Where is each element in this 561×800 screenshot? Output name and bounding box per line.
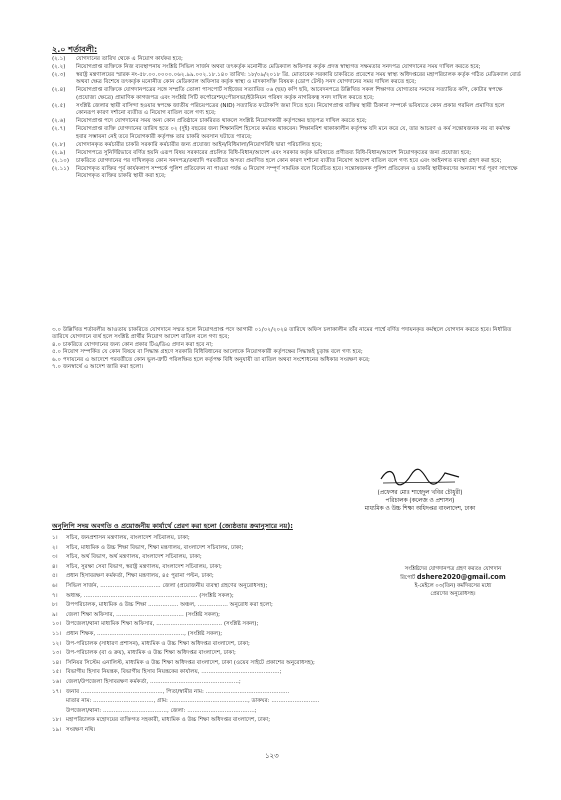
copy-item-number: ১৬। — [52, 678, 62, 685]
copy-item-text: সিভিল সার্জন, .................................. জেলা (প্রয়োজনীয় ব্যবস্থা গ্রহণের অনুরোধসহ); — [66, 582, 268, 589]
copy-item-text: জনাব .............................................., পিতা/স্বামীর নাম: ............................................... — [66, 688, 290, 695]
copy-list-item — [52, 649, 522, 659]
copy-item-text: প্রধান শিক্ষক, ................................................., (সংশ্লিষ্ট সকল); — [66, 630, 223, 637]
condition-item — [52, 126, 522, 141]
side-note-prefix: রিপোর্ট — [400, 575, 416, 581]
copy-list-item — [52, 668, 522, 678]
side-note — [378, 565, 528, 598]
conditions-header: ২.০ শর্তাবলী: — [52, 45, 98, 54]
tail-paragraph: ৭.০ জনস্বার্থে এ আদেশ জারি করা হলো। — [52, 364, 144, 371]
condition-text: নিয়োগপত্রে সুনির্দিষ্টভাবে বর্ণিত হয়নি এরূপ বিষয় সরকারের প্রচলিত বিধি-বিধান/আদেশ এবং সরকার কর্তৃক ভবিষ্যতে প্রণীতব্য বিধি-বিধান/আদেশ নিয়োগকৃতের জন্য প্রযোজ্য হবে; — [76, 149, 472, 156]
copy-item-number: ১০। — [52, 621, 62, 628]
copy-item-number: ৯। — [52, 611, 58, 618]
condition-number: (২.৫) — [52, 102, 66, 109]
copy-item-text: বিভাগীয় হিসাব নিয়ন্ত্রক, বিভাগীয় হিসাব নিয়ন্ত্রকের কার্যালয়, ............................................; — [66, 669, 282, 676]
copy-item-text: অধ্যক্ষ, ................................................................ (সংশ্লিষ্ট সকল); — [66, 592, 234, 599]
condition-text: চাকরিতে যোগদানের পর দাখিলকৃত কোন সনদপত্র/তথ্যাদি পরবর্তীতে অসত্য প্রমাণিত হলে কোন কারণ দর্শানো ব্যতীত নিয়োগ আদেশ বাতিল বলে গণ্য হবে এবং আইনগত ব্যবস্থা গ্রহণ করা হবে; — [76, 157, 502, 164]
condition-item — [52, 72, 522, 87]
copy-list-item — [52, 630, 522, 640]
condition-number: (২.২) — [52, 64, 66, 70]
condition-text: নিয়োগপ্রাপ্ত পদে যোগদানের সময় অন্য কোন প্রতিষ্ঠানে চাকরিরত থাকলে সংশ্লিষ্ট নিয়োগকারী কর্তৃপক্ষের ছাড়পত্র দাখিল করতে হবে; — [76, 118, 367, 125]
tail-paragraphs — [52, 327, 522, 371]
copy-item-text: সচিব, মাধ্যমিক ও উচ্চ শিক্ষা বিভাগ, শিক্ষা মন্ত্রণালয়, বাংলাদেশ সচিবালয়, ঢাকা; — [66, 544, 244, 551]
condition-text: নিয়োগকৃত ব্যক্তির পূর্ব কার্যকলাপ সম্পর্কে পুলিশ প্রতিবেদন না পাওয়া পর্যন্ত এ নিয়োগ সম্পূর্ণ সাময়িক বলে বিবেচিত হবে। সন্তোষজনক পুলিশ প্রতিবেদন ও চাকরি স্থায়ীকরণের অন্যান্য শর্ত পূরণ সাপেক্ষে নিয়োগকৃত ব্যক্তির চাকরি স্থায়ী করা হবে; — [76, 165, 518, 180]
tail-paragraph: ৪.০ চাকরিতে যোগদানের জন্য কোন প্রকার টিএ/ডিএ প্রদান করা হবে না; — [52, 341, 213, 348]
copy-list-item — [52, 688, 522, 698]
signature-block — [340, 465, 500, 513]
copy-item-text: জেলা শিক্ষা অফিসার, ...................................... (সংশ্লিষ্ট সকল); — [66, 611, 221, 618]
side-note-line3: ই-মেইলে ০৩(তিন) কর্মদিবসের মধ্যে — [414, 583, 492, 589]
condition-number: (২.৯) — [52, 149, 66, 156]
copy-item-number: ২। — [52, 544, 58, 551]
copy-heading: অনুলিপি সদয় অবগতি ও প্রয়োজনীয় কার্যার্থে প্রেরণ করা হলো (জ্যেষ্ঠতার ক্রমানুসারে নয়): — [52, 522, 293, 530]
condition-text: যোগদানকৃত কর্মচারীর চাকরি সরকারি কর্মচারীর জন্য প্রযোজ্য আইন/বিধিমালা/নিয়োগবিধি দ্বারা পরিচালিত হবে; — [76, 141, 323, 148]
condition-item — [52, 142, 522, 149]
page-number: ১২৩ — [265, 752, 279, 760]
condition-text: নিয়োগপ্রাপ্ত ব্যক্তিকে নিজ ব্যবস্থাপনায় সংশ্লিষ্ট সিভিল সার্জন অথবা তৎকর্তৃক মনোনীত মেডিক্যাল অফিসার কর্তৃক প্রদত্ত স্বাস্থ্যগত সক্ষমতার সনদপত্র যোগদানের সময় দাখিল করতে হবে; — [76, 64, 481, 70]
copy-list-item — [52, 534, 522, 544]
copy-item-text: সংরক্ষণ নথি। — [66, 726, 96, 733]
copy-item-text: সচিব, অর্থ বিভাগ, অর্থ মন্ত্রণালয়, বাংলাদেশ সচিবালয়, ঢাকা; — [66, 554, 202, 561]
copy-list-item — [52, 553, 522, 563]
copy-item-number: ১৩। — [52, 650, 62, 657]
condition-number: (২.৪) — [52, 87, 66, 94]
copy-item-number: ৭। — [52, 592, 58, 599]
copy-item-number: ৩। — [52, 554, 58, 561]
tail-paragraph: ৫.০ নিয়োগ সম্পর্কিত যে কোন বিষয়ে বা সিদ্ধান্ত গ্রহণে সরকারি বিধিবিধানের আলোকে নিয়োগকারী কর্তৃপক্ষের সিদ্ধান্তই চূড়ান্ত বলে গণ্য হবে; — [52, 349, 363, 356]
condition-item — [52, 64, 522, 71]
condition-number: (২.৭) — [52, 126, 66, 133]
copy-item-text: উপ-পরিচালক (সাধারণ প্রশাসন), মাধ্যমিক ও উচ্চ শিক্ষা অধিদপ্তর বাংলাদেশ, ঢাকা; — [66, 640, 250, 647]
condition-item — [52, 158, 522, 165]
copy-item-number: ১৭। — [52, 688, 62, 695]
copy-item-text: জেলা/উপজেলা হিসাবরক্ষণ কর্মকর্তা, ..................................................; — [66, 678, 241, 685]
copy-item-number: ৬। — [52, 582, 58, 589]
condition-item — [52, 150, 522, 157]
copy-list-item — [52, 678, 522, 688]
signature-title: পরিচালক (কলেজ ও প্রশাসন) — [385, 498, 455, 504]
copy-item-text: সচিব, সুরক্ষা সেবা বিভাগ, স্বরাষ্ট্র মন্ত্রণালয়, বাংলাদেশ সচিবালয়, ঢাকা; — [66, 563, 222, 570]
copy-item-number: ১৫। — [52, 669, 62, 676]
copy-item-number: ১২। — [52, 640, 62, 647]
copy-list-item — [52, 707, 522, 717]
copy-list-item — [52, 640, 522, 650]
copy-item-number: ৮। — [52, 602, 58, 609]
copy-item-text: উপপরিচালক, মাধ্যমিক ও উচ্চ শিক্ষা ................. অঞ্চল, ................. অনুরোধ করা হলো; — [66, 602, 273, 609]
copy-list-item — [52, 659, 522, 669]
copy-item-text: উপ-পরিচালক (বা ও ক্রয়), মাধ্যমিক ও উচ্চ শিক্ষা অধিদপ্তর বাংলাদেশ, ঢাকা; — [66, 650, 236, 657]
copy-item-number: ১৮। — [52, 717, 62, 724]
tail-paragraph: ৬.০ পদায়নের এ আদেশে পরবর্তীতে কোন ভুল-ত্রুটি পরিলক্ষিত হলে কর্তৃপক্ষ বিধি অনুযায়ী তা বাতিল অথবা সংশোধনের অধিকার সংরক্ষণ করে; — [52, 356, 370, 363]
copy-item-text: উপজেলা/থানা: ...................................., জেলা: ......................................; — [66, 707, 257, 714]
condition-number: (২.৮) — [52, 141, 66, 148]
email-address[interactable]: dshere2020@gmail.com — [416, 573, 506, 581]
signature-name: (প্রফেসর মোঃ শাহেদুল খবির চৌধুরী) — [377, 490, 463, 496]
conditions-list — [52, 56, 522, 181]
copy-list-item — [52, 716, 522, 726]
condition-text: নিয়োগপ্রাপ্ত ব্যক্তি যোগদানের তারিখ হতে ০২ (দুই) বছরের জন্য শিক্ষানবিশ হিসেবে কর্মরত থাকবেন। শিক্ষানবিশ থাকাকালীন কর্তৃপক্ষ যদি মনে করে যে, তার আচরণ ও কর্ম সন্তোষজনক নয় বা কর্মদক্ষ হবার সম্ভাবনা নেই তবে নিয়োগকারী কর্তৃপক্ষ তার চাকরি অবসান ঘটাতে পারবে; — [76, 126, 511, 140]
signature-office: মাধ্যমিক ও উচ্চ শিক্ষা অধিদপ্তর বাংলাদেশ, ঢাকা — [364, 506, 476, 512]
condition-text: যোগদানের তারিখ থেকে এ নিয়োগ কার্যকর হবে; — [76, 56, 183, 62]
copy-list-item — [52, 726, 522, 736]
copy-list-item — [52, 697, 522, 707]
side-note-line1: সংশ্লিষ্টদের যোগদানপত্র গ্রহণ করতঃ যোগদান — [404, 566, 502, 572]
side-note-line4: প্রেরণের অনুরোধসহ। — [430, 591, 476, 597]
copy-item-number: ১১। — [52, 630, 62, 637]
copy-item-text: মাতার নাম: .................................., গ্রাম: ............................................, ডাকঘর: ........................... — [66, 698, 320, 705]
condition-text: সংশ্লিষ্ট জেলার স্থায়ী বাসিন্দা হওয়ার স্বপক্ষে জাতীয় পরিচয়পত্রের (NID) সত্যায়িত ফটোকপি জমা দিতে হবে। নিয়োগপ্রাপ্ত ব্যক্তির স্থায়ী ঠিকানা সম্পর্কে ভবিষ্যতে কোন প্রকার গরমিল প্রমাণিত হলে কোনরূপ কারণ দর্শানো ব্যতীত এ নিয়োগ বাতিল বলে গণ্য হবে; — [76, 102, 505, 117]
copy-item-number — [52, 697, 66, 707]
copy-list-item — [52, 611, 522, 621]
condition-text: স্বরাষ্ট্র মন্ত্রণালয়ের স্মারক নং-৫৮.০০.০০০০.০৬২.৯৯.০০২.১৮.১৪০ তারিখ: ১৮/০৯/২০১৮ খ্রি. মোতাবেক সরকারি চাকরিতে প্রবেশের সময় স্বাস্থ্য অধিদপ্তরের মহাপরিচালক কর্তৃক গঠিত মেডিক্যাল বোর্ড অথবা ক্ষেত্র বিশেষে তৎকর্তৃক মনোনীত কোন মেডিক্যাল অফিসার কর্তৃক স্বাস্থ্য ও মাদকাসক্তি বিষয়ক (ডোপ টেস্ট) সনদ যোগদানের সময় দাখিল করতে হবে; — [76, 72, 521, 86]
condition-item — [52, 56, 522, 63]
copy-list-item — [52, 544, 522, 554]
condition-item — [52, 118, 522, 125]
condition-item — [52, 103, 522, 118]
signature-scribble-icon — [375, 465, 465, 487]
condition-item — [52, 87, 522, 102]
condition-number: (২.৩) — [52, 72, 66, 78]
copy-item-text: প্রধান হিসাবরক্ষণ কর্মকর্তা, শিক্ষা মন্ত্রণালয়, ৪৫ পুরানা পল্টন, ঢাকা; — [66, 573, 214, 580]
copy-item-text: সিনিয়র সিস্টেম এনালিস্ট, মাধ্যমিক ও উচ্চ শিক্ষা অধিদপ্তর বাংলাদেশ, ঢাকা (ওয়েব সাইটে প্রকাশের অনুরোধসহ); — [66, 659, 315, 666]
copy-item-number: ১৯। — [52, 726, 62, 733]
condition-number: (২.৬) — [52, 118, 66, 125]
side-note-line2 — [378, 573, 528, 582]
copy-item-number — [52, 707, 66, 717]
copy-item-number: ১। — [52, 535, 58, 541]
copy-list-item — [52, 620, 522, 630]
copy-item-number: ৪। — [52, 563, 58, 570]
copy-list-item — [52, 601, 522, 611]
condition-number: (২.১) — [52, 56, 66, 62]
condition-number: (২.১১) — [52, 165, 70, 172]
copy-item-number: ৫। — [52, 573, 58, 580]
copy-item-text: উপজেলা/থানা মাধ্যমিক শিক্ষা অফিসার, ..................................... (সংশ্লিষ্ট সকল); — [66, 621, 259, 628]
copy-item-number: ১৪। — [52, 659, 62, 666]
condition-number: (২.১০) — [52, 157, 70, 164]
condition-item — [52, 166, 522, 181]
tail-paragraph: ৩.০ উল্লিখিত শর্তাবলীর আওতায় চাকরিতে যোগদানে সম্মত হলে নিয়োগপ্রাপ্ত পদে আগামী ০১/০২/২০২৪ তারিখে অফিস চলাকালীন তাঁর নামের পার্শ্বে বর্ণিত পদায়নকৃত কর্মস্থলে যোগদান করতে হবে। নির্ধারিত তারিখে যোগদানে ব্যর্থ হলে সংশ্লিষ্ট প্রার্থীর নিয়োগ আদেশ বাতিল বলে গণ্য হবে; — [52, 327, 512, 341]
copy-item-text: সচিব, জনপ্রশাসন মন্ত্রণালয়, বাংলাদেশ সচিবালয়, ঢাকা; — [66, 535, 190, 541]
copy-item-text: মহাপরিচালক মহোদয়ের ব্যক্তিগত সহকারী, মাধ্যমিক ও উচ্চ শিক্ষা অধিদপ্তর বাংলাদেশ, ঢাকা; — [66, 717, 271, 724]
condition-text: নিয়োগপ্রাপ্ত ব্যক্তিকে যোগদানপত্রের সঙ্গে সম্প্রতি তোলা পাসপোর্ট সাইজের সত্যায়িত ০৬ (ছয়) কপি ছবি, আবেদনপত্রে উল্লিখিত সকল শিক্ষাগত যোগ্যতার সনদের সত্যায়িত কপি, কোটার স্বপক্ষে (প্রযোজ্য ক্ষেত্রে) প্রামাণিক কাগজপত্র এবং সংশ্লিষ্ট সিটি কর্পোরেশন/পৌরসভা/ইউনিয়ন পরিষদ কর্তৃক নাগরিকত্ব সনদ দাখিল করতে হবে; — [76, 87, 503, 101]
